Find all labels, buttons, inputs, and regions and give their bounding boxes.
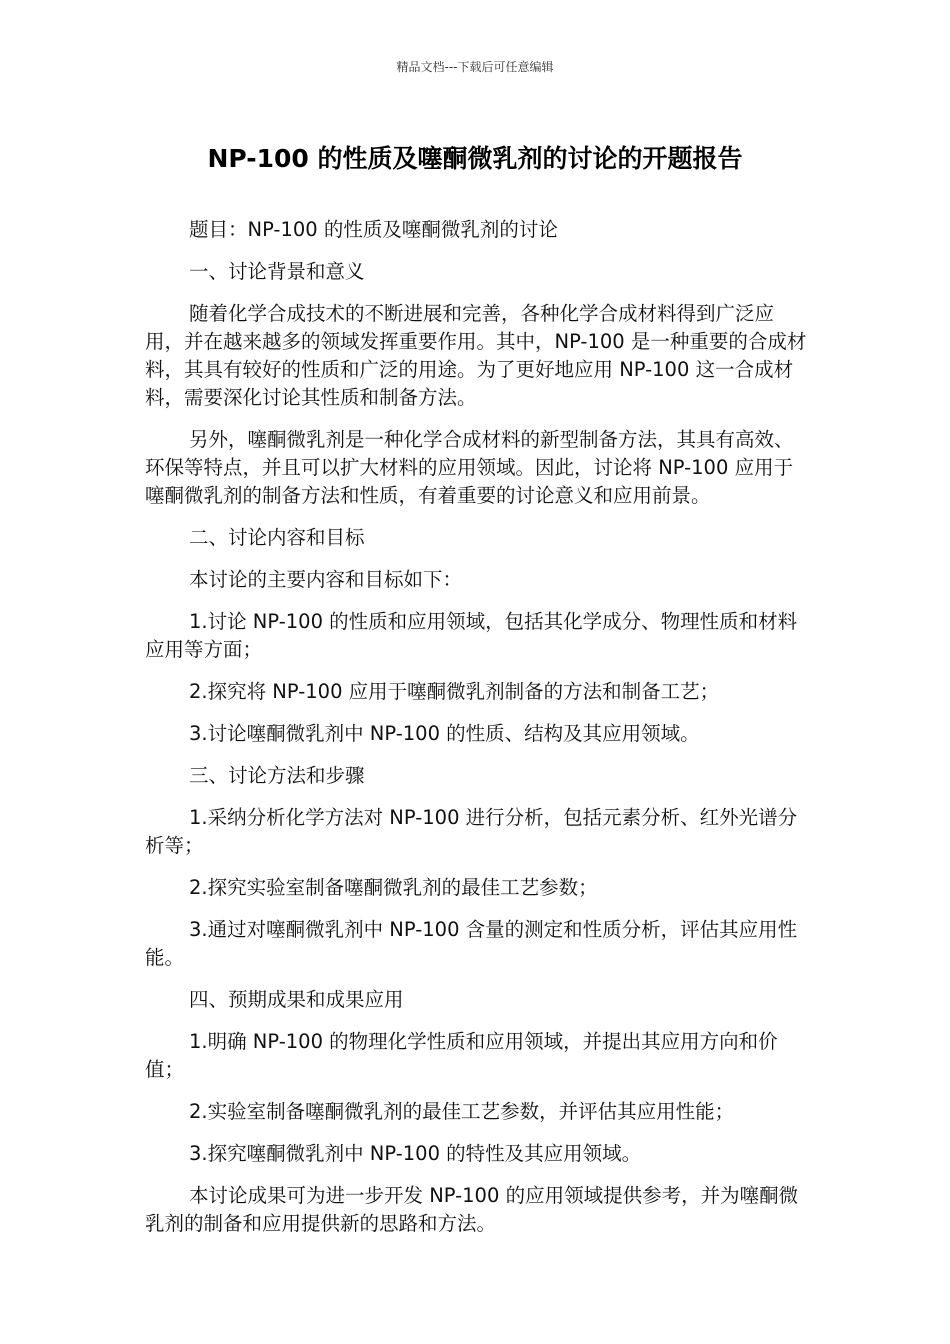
section-heading-content: 二、讨论内容和目标 [189,526,365,549]
list-item: 3.通过对噻酮微乳剂中 NP-100 含量的测定和性质分析，评估其应用性能。 [145,918,798,969]
list-item: 2.探究将 NP-100 应用于噻酮微乳剂制备的方法和制备工艺； [189,680,720,703]
document-body [145,216,807,1238]
body-paragraph: 随着化学合成技术的不断进展和完善，各种化学合成材料得到广泛应用，并在越来越多的领域发挥重要作用。其中，NP-100 是一种重要的合成材料，其具有较好的性质和广泛的用途。为了更好地应用 NP-100 这一合成材料，需要深化讨论其性质和制备方法。 [145,302,807,409]
list-item: 1.讨论 NP-100 的性质和应用领域，包括其化学成分、物理性质和材料应用等方面； [145,610,798,661]
section-heading-method: 三、讨论方法和步骤 [189,764,365,787]
list-item: 2.实验室制备噻酮微乳剂的最佳工艺参数，并评估其应用性能； [189,1100,735,1123]
list-item: 1.采纳分析化学方法对 NP-100 进行分析，包括元素分析、红外光谱分析等； [145,806,798,857]
page-header-note: 精品文档---下载后可任意编辑 [396,60,554,74]
section-heading-background: 一、讨论背景和意义 [189,260,365,283]
list-item: 3.探究噻酮微乳剂中 NP-100 的特性及其应用领域。 [189,1142,642,1165]
section-heading-results: 四、预期成果和成果应用 [189,988,404,1011]
list-item: 2.探究实验室制备噻酮微乳剂的最佳工艺参数； [189,876,598,899]
body-paragraph: 另外，噻酮微乳剂是一种化学合成材料的新型制备方法，其具有高效、环保等特点，并且可以扩大材料的应用领域。因此，讨论将 NP-100 应用于噻酮微乳剂的制备方法和性质，有着重要的讨论意义和应用前景。 [145,428,794,507]
body-paragraph: 本讨论的主要内容和目标如下： [189,568,463,591]
document-title: NP-100 的性质及噻酮微乳剂的讨论的开题报告 [207,144,743,173]
topic-line: 题目：NP-100 的性质及噻酮微乳剂的讨论 [189,218,558,241]
list-item: 3.讨论噻酮微乳剂中 NP-100 的性质、结构及其应用领域。 [189,722,700,745]
body-paragraph: 本讨论成果可为进一步开发 NP-100 的应用领域提供参考，并为噻酮微乳剂的制备和应用提供新的思路和方法。 [145,1184,799,1235]
list-item: 1.明确 NP-100 的物理化学性质和应用领域，并提出其应用方向和价值； [145,1030,778,1081]
